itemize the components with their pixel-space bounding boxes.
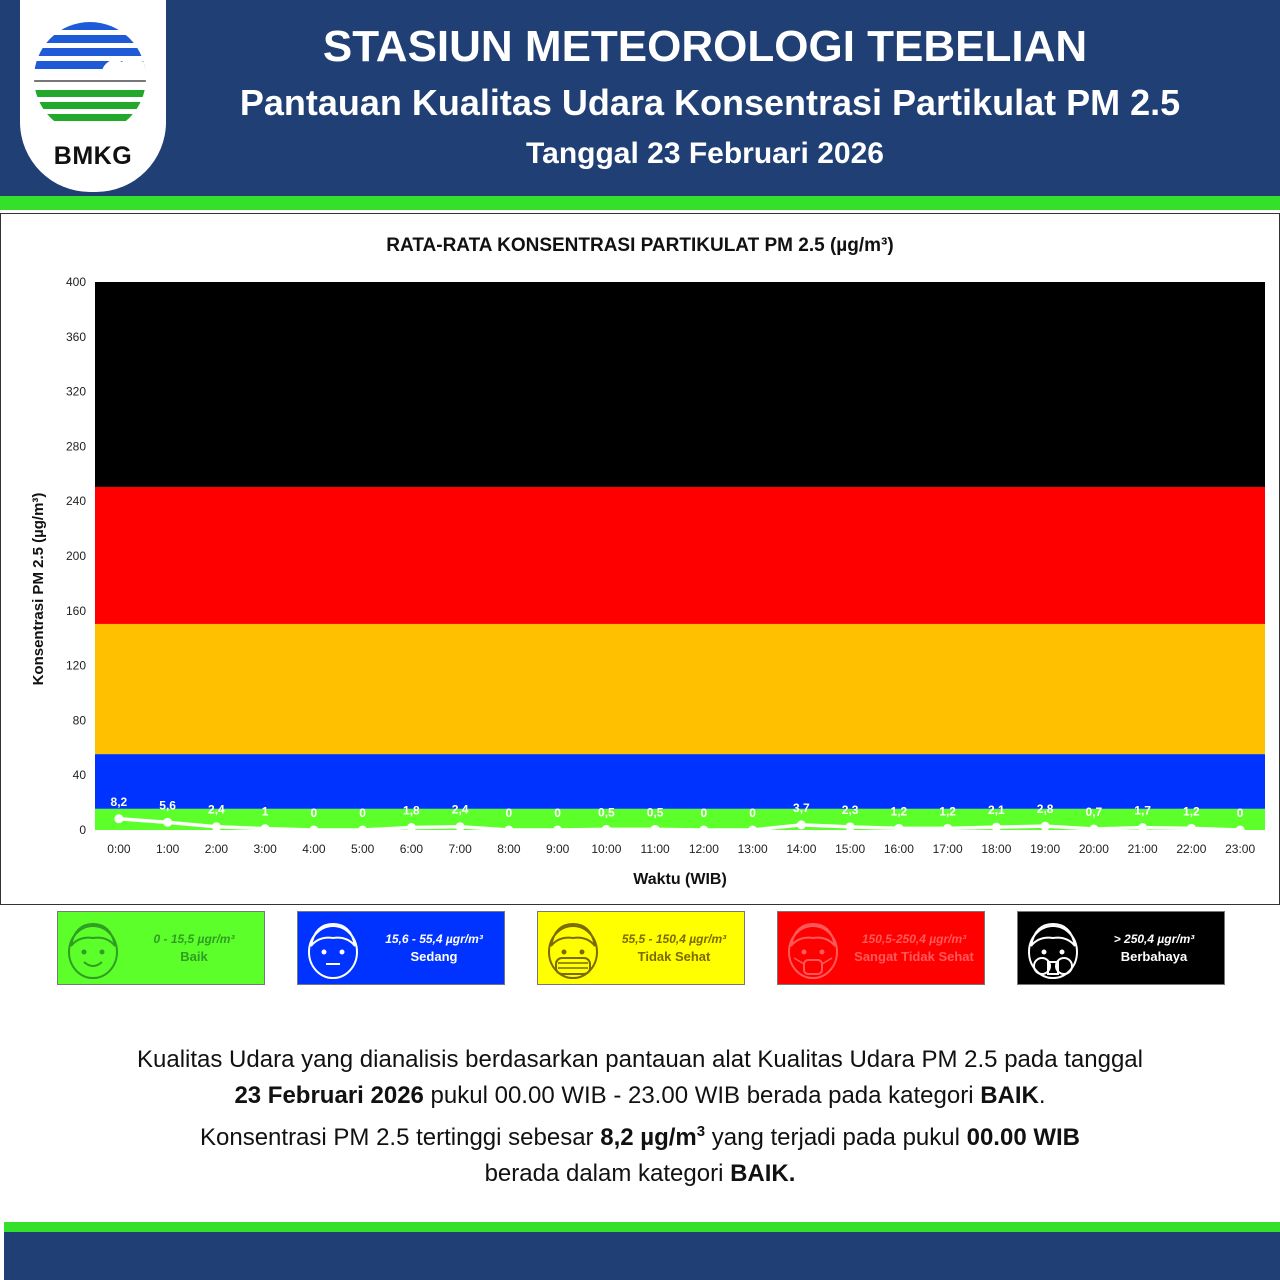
legend-category: Sedang <box>410 949 458 964</box>
data-label: 0,5 <box>598 805 615 820</box>
chart-canvas <box>1 214 1279 904</box>
data-label: 0 <box>700 806 708 820</box>
x-tick-label: 20:00 <box>1078 842 1109 856</box>
summary-category: BAIK <box>980 1082 1039 1109</box>
gas-mask-icon <box>1022 916 1086 982</box>
footer-accent-stripe <box>4 1222 1280 1232</box>
data-point <box>846 822 855 831</box>
data-point <box>1236 826 1245 835</box>
y-tick-label: 400 <box>65 275 86 289</box>
legend-range: > 250,4 µgr/m³ <box>1113 932 1195 946</box>
data-label: 2,8 <box>1036 802 1054 817</box>
y-tick-label: 200 <box>65 549 86 563</box>
category-band-1 <box>95 754 1265 809</box>
x-tick-label: 3:00 <box>253 842 277 856</box>
legend-card-1 <box>57 911 265 985</box>
x-tick-label: 17:00 <box>932 842 963 856</box>
legend-card-3 <box>537 911 745 985</box>
chart-title: RATA-RATA KONSENTRASI PARTIKULAT PM 2.5 (µg/m³) <box>386 235 894 256</box>
x-tick-label: 18:00 <box>981 842 1012 856</box>
y-axis-label: Konsentrasi PM 2.5 (µg/m³) <box>30 492 47 686</box>
summary-final-category: BAIK. <box>730 1160 796 1187</box>
data-label: 3,7 <box>793 800 810 815</box>
data-label: 0,5 <box>646 805 664 820</box>
data-point <box>407 823 416 832</box>
legend-category: Tidak Sehat <box>637 949 711 964</box>
category-band-4 <box>95 282 1265 487</box>
data-point <box>1138 823 1147 832</box>
report-date: Tanggal 23 Februari 2026 <box>526 137 884 170</box>
y-tick-label: 160 <box>65 603 86 618</box>
x-tick-label: 13:00 <box>737 842 768 856</box>
legend-range: 15,6 - 55,4 µgr/m³ <box>385 932 483 946</box>
data-label: 0 <box>1236 806 1244 820</box>
data-label: 2,1 <box>988 803 1005 818</box>
data-point <box>114 814 123 823</box>
data-label: 0 <box>749 806 756 820</box>
data-label: 0 <box>310 806 318 820</box>
x-tick-label: 0:00 <box>107 842 131 856</box>
x-tick-label: 5:00 <box>350 842 375 856</box>
x-tick-label: 12:00 <box>688 842 719 856</box>
footer-bar <box>4 1232 1280 1280</box>
data-label: 0 <box>554 806 561 820</box>
x-tick-label: 14:00 <box>786 842 817 856</box>
data-point <box>261 824 270 833</box>
x-tick-label: 22:00 <box>1176 842 1207 856</box>
y-tick-label: 360 <box>65 329 86 344</box>
x-tick-label: 21:00 <box>1127 842 1158 856</box>
data-label: 1,2 <box>890 804 908 819</box>
data-point <box>748 826 757 835</box>
data-point <box>699 826 708 835</box>
legend-card-4 <box>777 911 985 985</box>
data-point <box>894 824 903 833</box>
summary-line-1 <box>40 1042 1240 1078</box>
legend-range: 0 - 15,5 µgr/m³ <box>153 932 235 946</box>
data-label: 1,7 <box>1134 803 1151 818</box>
data-label: 8,2 <box>110 794 128 809</box>
legend-category: Baik <box>180 949 208 964</box>
category-band-3 <box>95 487 1265 624</box>
data-point <box>1187 824 1196 833</box>
y-tick-label: 120 <box>65 658 86 673</box>
x-tick-label: 19:00 <box>1030 842 1061 856</box>
x-tick-label: 15:00 <box>835 842 866 856</box>
data-point <box>651 825 660 834</box>
data-label: 5,6 <box>159 798 176 813</box>
bmkg-emblem-icon <box>34 22 152 140</box>
x-tick-label: 8:00 <box>497 842 521 856</box>
y-tick-label: 40 <box>72 768 86 783</box>
page-subtitle: Pantauan Kualitas Udara Konsentrasi Partikulat PM 2.5 <box>239 82 1181 123</box>
station-title: STASIUN METEOROLOGI TEBELIAN <box>322 22 1088 71</box>
summary-l4-text: berada dalam kategori <box>484 1160 731 1187</box>
data-point <box>358 826 367 835</box>
pm25-chart <box>0 213 1280 905</box>
summary-unit-exponent: 3 <box>696 1123 706 1140</box>
data-point <box>992 823 1001 832</box>
x-tick-label: 6:00 <box>399 842 424 856</box>
summary-line-4 <box>40 1156 1240 1192</box>
data-point <box>602 825 611 834</box>
data-label: 1,2 <box>1183 804 1200 819</box>
data-label: 0,7 <box>1085 805 1103 820</box>
data-label: 1,2 <box>939 804 956 819</box>
summary-l2-text: pukul 00.00 WIB - 23.00 WIB berada pada kategori <box>423 1082 981 1109</box>
x-tick-label: 7:00 <box>448 842 472 856</box>
summary-line-2 <box>40 1078 1240 1114</box>
legend-card-2 <box>297 911 505 985</box>
data-label: 2,3 <box>841 802 859 817</box>
data-label: 0 <box>359 806 366 820</box>
neutral-face-icon <box>302 916 366 982</box>
y-tick-label: 0 <box>79 823 86 837</box>
summary-l3-mid: yang terjadi pada pukul <box>705 1124 967 1151</box>
data-label: 2,4 <box>208 802 225 817</box>
data-label: 1 <box>261 804 269 819</box>
summary-l3-text: Konsentrasi PM 2.5 tertinggi sebesar <box>200 1124 601 1151</box>
legend-range: 55,5 - 150,4 µgr/m³ <box>621 932 727 946</box>
legend-category: Sangat Tidak Sehat <box>854 949 974 964</box>
x-tick-label: 9:00 <box>545 842 570 856</box>
x-tick-label: 1:00 <box>155 842 180 856</box>
summary-l2-end: . <box>1038 1082 1046 1109</box>
logo-text: BMKG <box>53 142 133 170</box>
data-point <box>212 822 221 831</box>
summary-date: 23 Februari 2026 <box>234 1082 424 1109</box>
data-point <box>163 818 172 827</box>
smiling-face-icon <box>62 916 126 982</box>
x-tick-label: 2:00 <box>204 842 229 856</box>
masked-face-icon <box>542 916 606 982</box>
y-tick-label: 80 <box>72 713 86 728</box>
summary-max-time: 00.00 WIB <box>966 1124 1080 1151</box>
x-tick-label: 4:00 <box>302 842 326 856</box>
y-tick-label: 280 <box>65 439 86 454</box>
x-axis-label: Waktu (WIB) <box>633 871 727 888</box>
x-tick-label: 16:00 <box>883 842 914 856</box>
bmkg-logo <box>20 0 166 192</box>
data-point <box>1089 825 1098 834</box>
x-tick-label: 11:00 <box>640 842 670 856</box>
data-point <box>553 826 562 835</box>
data-point <box>309 826 318 835</box>
summary-max-value: 8,2 µg/m <box>600 1124 697 1151</box>
x-tick-label: 23:00 <box>1225 842 1256 856</box>
legend-card-5 <box>1017 911 1225 985</box>
category-band-2 <box>95 624 1265 754</box>
summary-text <box>40 1042 1240 1192</box>
data-point <box>943 824 952 833</box>
data-label: 0 <box>505 806 513 820</box>
legend-range: 150,5-250,4 µgr/m³ <box>861 932 967 946</box>
data-point <box>1041 822 1050 831</box>
summary-line-3 <box>40 1114 1240 1156</box>
data-label: 2,4 <box>451 802 469 817</box>
data-point <box>504 826 513 835</box>
y-tick-label: 240 <box>65 494 86 509</box>
header-accent-stripe <box>0 196 1280 210</box>
y-tick-label: 320 <box>65 384 86 399</box>
legend-category: Berbahaya <box>1120 949 1188 964</box>
x-tick-label: 10:00 <box>591 842 622 856</box>
summary-l1-text: Kualitas Udara yang dianalisis berdasarkan pantauan alat Kualitas Udara PM 2.5 pada tanggal <box>137 1046 1143 1073</box>
data-label: 1,8 <box>403 803 420 818</box>
data-point <box>456 822 465 831</box>
respirator-face-icon <box>782 916 846 982</box>
data-point <box>797 820 806 829</box>
